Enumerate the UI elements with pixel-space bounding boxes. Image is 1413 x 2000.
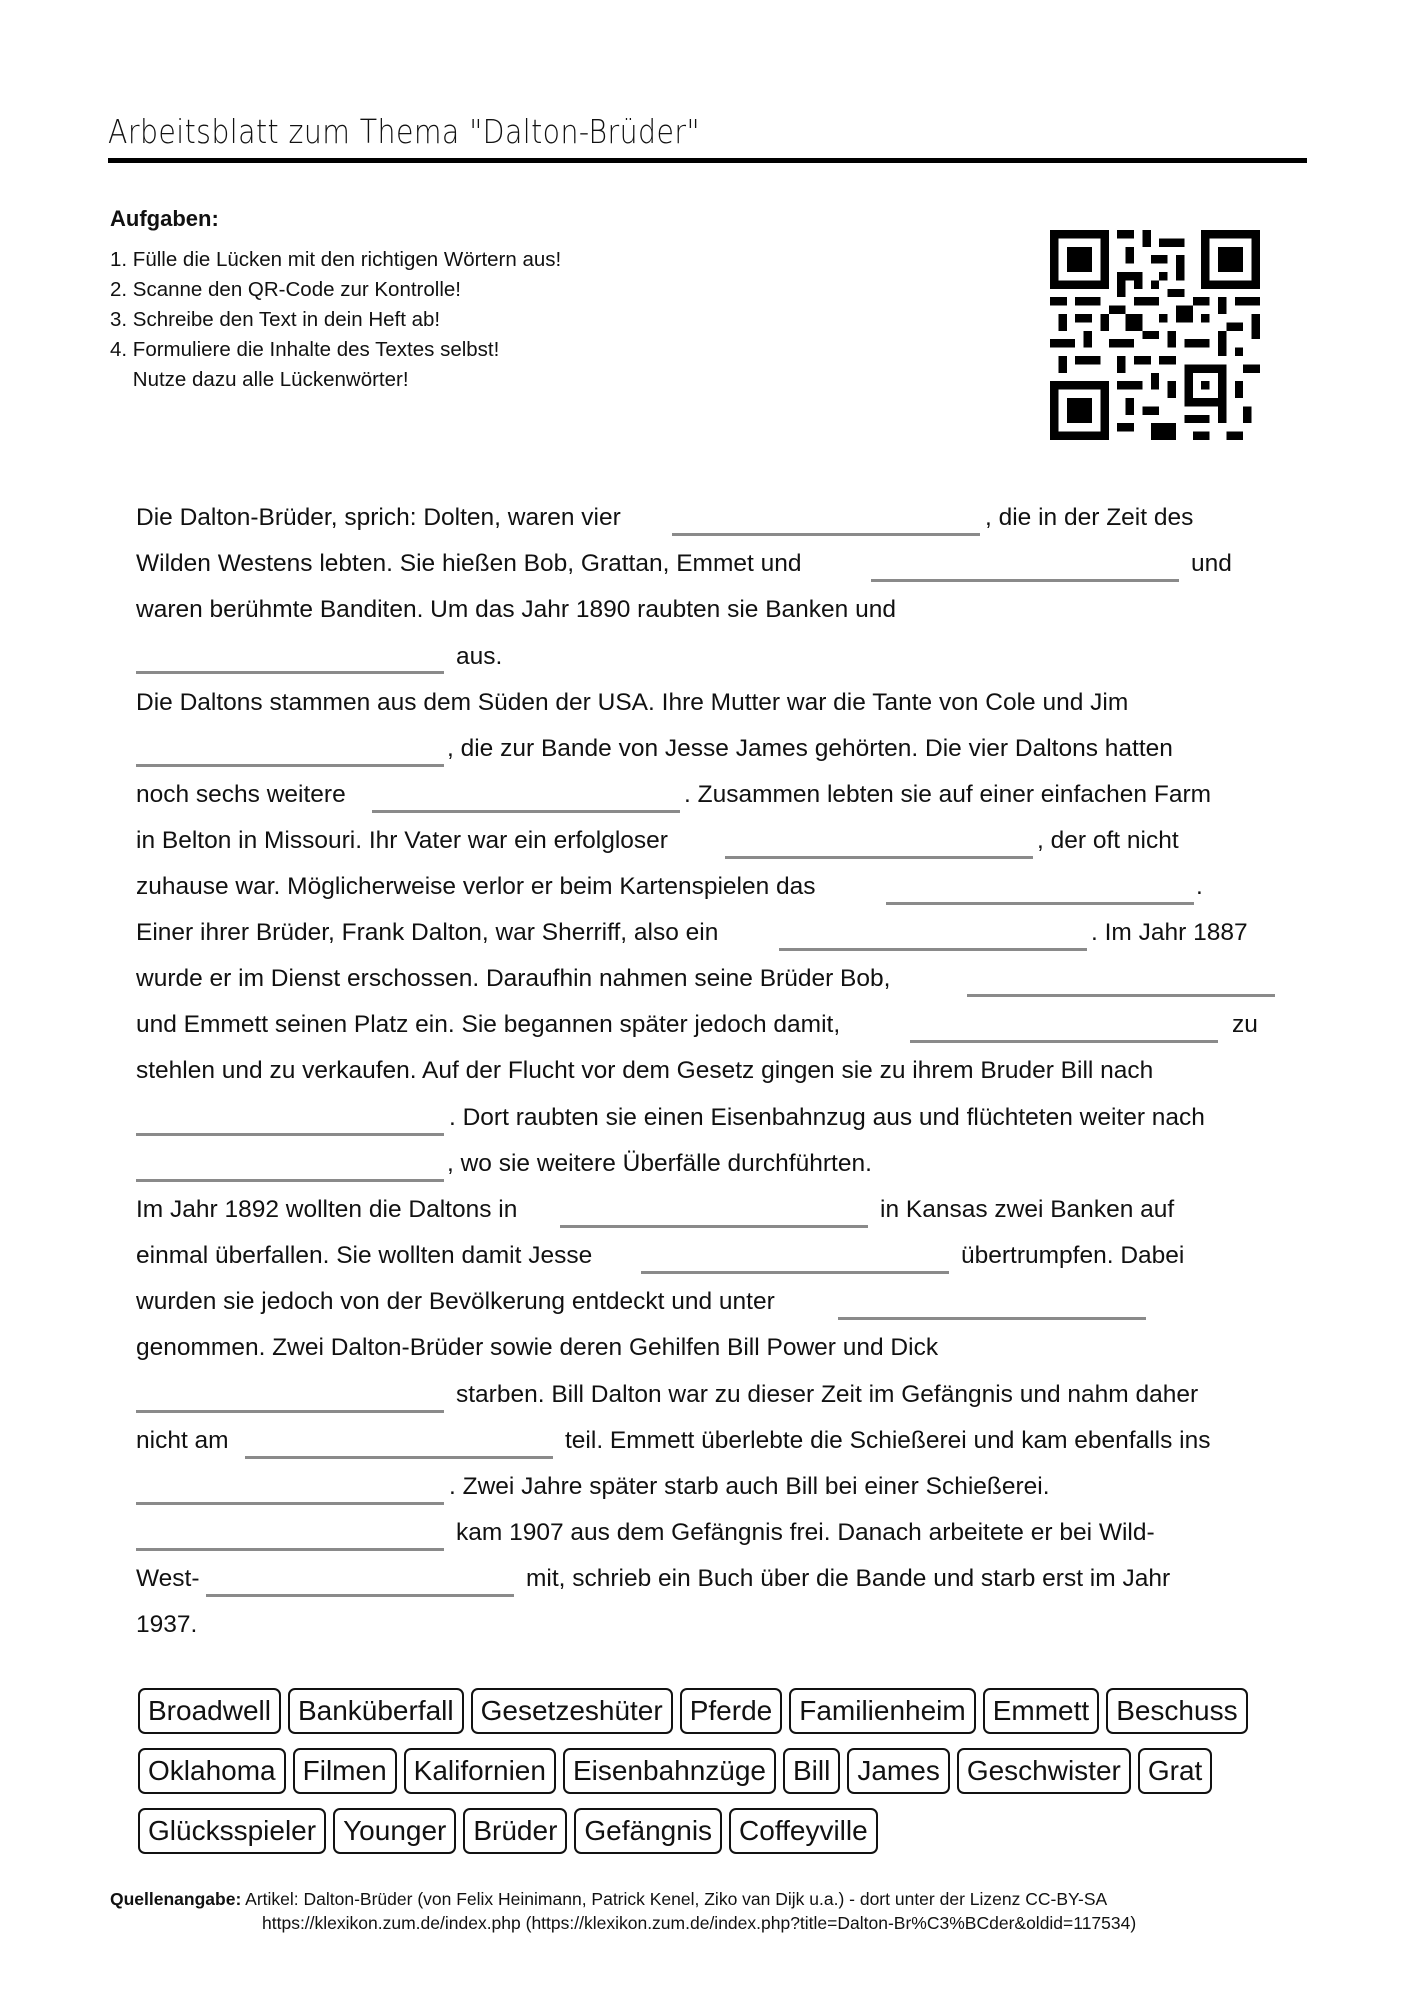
text-line: zu [1232, 1011, 1258, 1038]
text-line: 1937. [136, 1611, 198, 1638]
page-title: Arbeitsblatt zum Thema "Dalton-Brüder" [108, 112, 700, 151]
blank-gap[interactable] [206, 1594, 514, 1597]
word-chip[interactable]: Geschwister [957, 1748, 1131, 1794]
word-chip[interactable]: Gesetzeshüter [471, 1688, 673, 1734]
text-line: starben. Bill Dalton war zu dieser Zeit im Gefängnis und nahm daher [456, 1381, 1199, 1408]
text-line: teil. Emmett überlebte die Schießerei und kam ebenfalls ins [565, 1427, 1211, 1454]
word-chip[interactable]: Beschuss [1106, 1688, 1247, 1734]
text-line: mit, schrieb ein Buch über die Bande und starb erst im Jahr [526, 1565, 1171, 1592]
word-chip[interactable]: Oklahoma [138, 1748, 286, 1794]
word-bank-row [138, 1808, 1278, 1854]
word-bank [138, 1688, 1278, 1868]
text-line: einmal überfallen. Sie wollten damit Jesse [136, 1242, 593, 1269]
task-item: 1. Fülle die Lücken mit den richtigen Wörtern aus! [110, 248, 562, 271]
text-line: . Im Jahr 1887 [1091, 919, 1248, 946]
text-line: in Belton in Missouri. Ihr Vater war ein erfolgloser [136, 827, 668, 854]
text-line: West- [136, 1565, 200, 1592]
word-chip[interactable]: Emmett [983, 1688, 1099, 1734]
word-chip[interactable]: Bill [783, 1748, 840, 1794]
text-line: Die Dalton-Brüder, sprich: Dolten, waren vier [136, 504, 621, 531]
blank-gap[interactable] [779, 948, 1087, 951]
word-chip[interactable]: Glücksspieler [138, 1808, 326, 1854]
blank-gap[interactable] [886, 902, 1194, 905]
text-line: kam 1907 aus dem Gefängnis frei. Danach arbeitete er bei Wild- [456, 1519, 1155, 1546]
blank-gap[interactable] [967, 994, 1275, 997]
blank-gap[interactable] [136, 1179, 444, 1182]
text-line: , die zur Bande von Jesse James gehörten. Die vier Daltons hatten [447, 735, 1173, 762]
tasks-heading: Aufgaben: [110, 206, 219, 231]
word-chip[interactable]: Filmen [293, 1748, 397, 1794]
blank-gap[interactable] [136, 1133, 444, 1136]
text-line: , der oft nicht [1037, 827, 1179, 854]
word-chip[interactable]: Kalifornien [404, 1748, 556, 1794]
blank-gap[interactable] [672, 533, 980, 536]
blank-gap[interactable] [910, 1040, 1218, 1043]
task-item: 4. Formuliere die Inhalte des Textes selbst! [110, 338, 500, 361]
tasks-list [110, 245, 561, 395]
text-line: stehlen und zu verkaufen. Auf der Flucht vor dem Gesetz gingen sie zu ihrem Bruder Bill nach [136, 1057, 1154, 1084]
word-bank-row [138, 1688, 1278, 1734]
text-line: . Dort raubten sie einen Eisenbahnzug aus und flüchteten weiter nach [449, 1104, 1205, 1131]
task-item: Nutze dazu alle Lückenwörter! [110, 368, 409, 391]
word-chip[interactable]: Banküberfall [288, 1688, 464, 1734]
text-line: . [1196, 873, 1203, 900]
text-line: und Emmett seinen Platz ein. Sie begannen später jedoch damit, [136, 1011, 841, 1038]
text-line: . Zwei Jahre später starb auch Bill bei einer Schießerei. [449, 1473, 1050, 1500]
text-line: Die Daltons stammen aus dem Süden der USA. Ihre Mutter war die Tante von Cole und Jim [136, 689, 1129, 716]
blank-gap[interactable] [372, 810, 680, 813]
word-chip[interactable]: Grat [1138, 1748, 1212, 1794]
word-chip[interactable]: Broadwell [138, 1688, 281, 1734]
title-rule [108, 158, 1307, 163]
blank-gap[interactable] [245, 1456, 553, 1459]
text-line: wurden sie jedoch von der Bevölkerung entdeckt und unter [136, 1288, 775, 1315]
blank-gap[interactable] [838, 1317, 1146, 1320]
text-line: aus. [456, 643, 503, 670]
text-line: , wo sie weitere Überfälle durchführten. [447, 1150, 872, 1177]
blank-gap[interactable] [136, 764, 444, 767]
qr-code-icon[interactable] [1050, 230, 1260, 440]
word-chip[interactable]: Coffeyville [729, 1808, 878, 1854]
source-label: Quellenangabe: [110, 1889, 242, 1909]
text-line: genommen. Zwei Dalton-Brüder sowie deren Gehilfen Bill Power und Dick [136, 1334, 939, 1361]
text-line: Wilden Westens lebten. Sie hießen Bob, Grattan, Emmet und [136, 550, 802, 577]
word-chip[interactable]: Brüder [463, 1808, 567, 1854]
blank-gap[interactable] [136, 671, 444, 674]
text-line: wurde er im Dienst erschossen. Daraufhin nahmen seine Brüder Bob, [136, 965, 891, 992]
text-line: zuhause war. Möglicherweise verlor er beim Kartenspielen das [136, 873, 816, 900]
blank-gap[interactable] [560, 1225, 868, 1228]
word-chip[interactable]: Pferde [680, 1688, 783, 1734]
source-text: Artikel: Dalton-Brüder (von Felix Heinimann, Patrick Kenel, Ziko van Dijk u.a.) - dort unter der Lizenz CC-BY-SA [241, 1889, 1108, 1909]
blank-gap[interactable] [136, 1410, 444, 1413]
blank-gap[interactable] [641, 1271, 949, 1274]
text-line: Einer ihrer Brüder, Frank Dalton, war Sherriff, also ein [136, 919, 719, 946]
text-line: in Kansas zwei Banken auf [880, 1196, 1175, 1223]
source-url[interactable]: https://klexikon.zum.de/index.php (https://klexikon.zum.de/index.php?title=Dalton-Br%C3%BCder&oldid=117534) [262, 1913, 1137, 1933]
text-line: und [1191, 550, 1232, 577]
blank-gap[interactable] [136, 1548, 444, 1551]
blank-gap[interactable] [725, 856, 1033, 859]
blank-gap[interactable] [136, 1502, 444, 1505]
text-line: , die in der Zeit des [985, 504, 1194, 531]
text-line: waren berühmte Banditen. Um das Jahr 1890 raubten sie Banken und [136, 596, 896, 623]
word-chip[interactable]: Younger [333, 1808, 456, 1854]
text-line: noch sechs weitere [136, 781, 346, 808]
task-item: 3. Schreibe den Text in dein Heft ab! [110, 308, 441, 331]
text-line: übertrumpfen. Dabei [961, 1242, 1185, 1269]
blank-gap[interactable] [871, 579, 1179, 582]
text-line: nicht am [136, 1427, 229, 1454]
word-chip[interactable]: Gefängnis [574, 1808, 722, 1854]
word-chip[interactable]: Familienheim [789, 1688, 976, 1734]
source-line [110, 1885, 1107, 1913]
text-line: . Zusammen lebten sie auf einer einfachen Farm [684, 781, 1212, 808]
text-line: Im Jahr 1892 wollten die Daltons in [136, 1196, 518, 1223]
task-item: 2. Scanne den QR-Code zur Kontrolle! [110, 278, 461, 301]
word-chip[interactable]: Eisenbahnzüge [563, 1748, 776, 1794]
word-bank-row [138, 1748, 1278, 1794]
word-chip[interactable]: James [847, 1748, 949, 1794]
